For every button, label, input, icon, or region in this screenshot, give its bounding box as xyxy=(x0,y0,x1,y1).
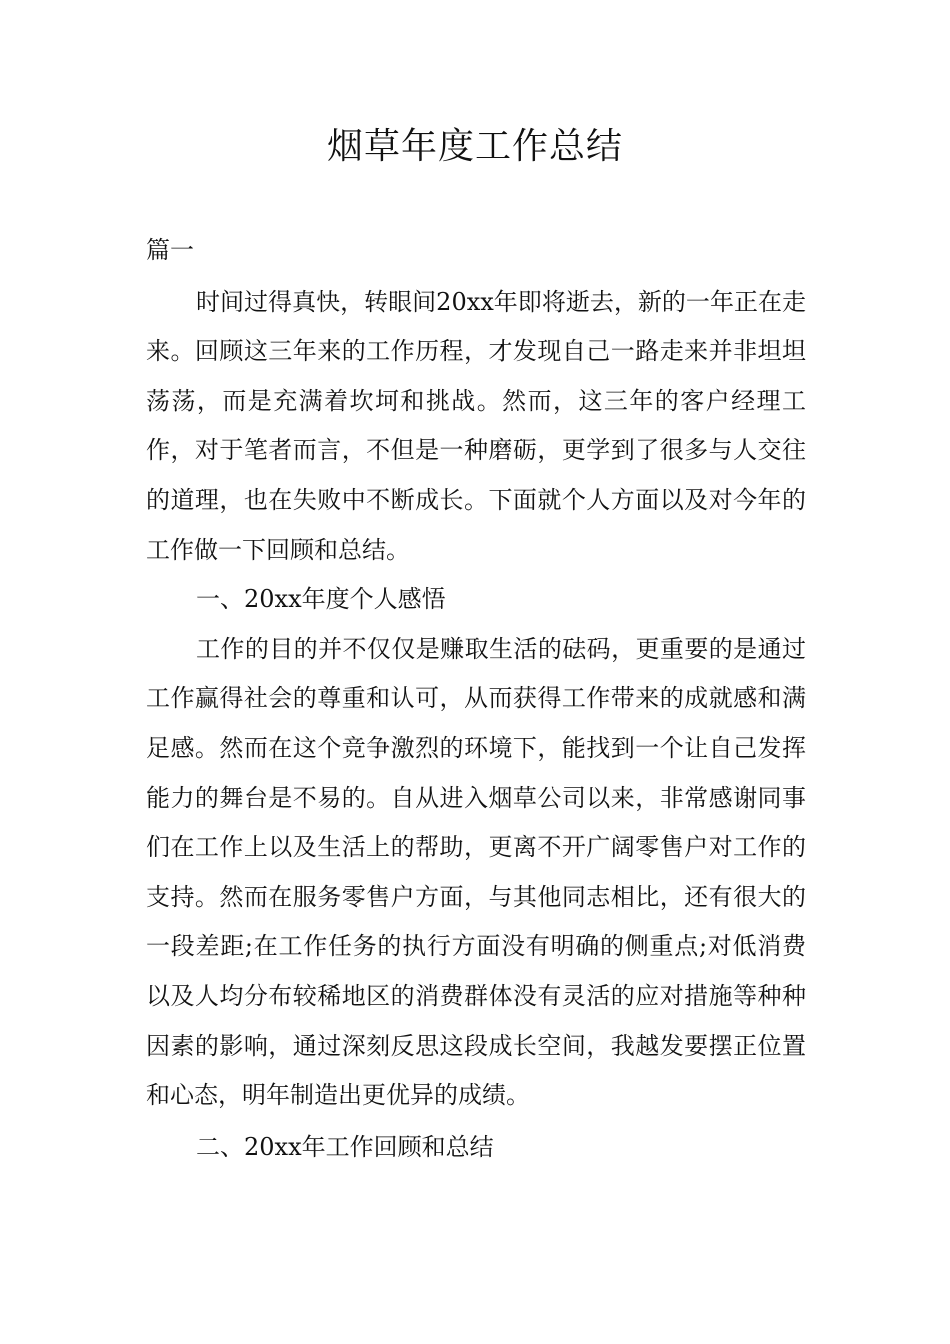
section-heading-two: 二、20xx年工作回顾和总结 xyxy=(196,1132,494,1161)
document-title: 烟草年度工作总结 xyxy=(326,126,623,167)
document-body xyxy=(146,226,806,1172)
intro-paragraph: 时间过得真快，转眼间20xx年即将逝去，新的一年正在走来。回顾这三年来的工作历程，才发现自己一路走来并非坦坦荡荡，而是充满着坎坷和挑战。然而，这三年的客户经理工作，对于笔者而言，不但是一种磨砺，更学到了很多与人交往的道理，也在失败中不断成长。下面就个人方面以及对今年的工作做一下回顾和总结。 xyxy=(146,287,806,564)
body-paragraph-one: 工作的目的并不仅仅是赚取生活的砝码，更重要的是通过工作赢得社会的尊重和认可，从而获得工作带来的成就感和满足感。然而在这个竞争激烈的环境下，能找到一个让自己发挥能力的舞台是不易的。自从进入烟草公司以来，非常感谢同事们在工作上以及生活上的帮助，更离不开广阔零售户对工作的支持。然而在服务零售户方面，与其他同志相比，还有很大的一段差距;在工作任务的执行方面没有明确的侧重点;对低消费以及人均分布较稀地区的消费群体没有灵活的应对措施等种种因素的影响，通过深刻反思这段成长空间，我越发要摆正位置和心态，明年制造出更优异的成绩。 xyxy=(146,634,806,1110)
section-heading-one: 一、20xx年度个人感悟 xyxy=(196,585,446,614)
section-label: 篇一 xyxy=(146,236,194,264)
